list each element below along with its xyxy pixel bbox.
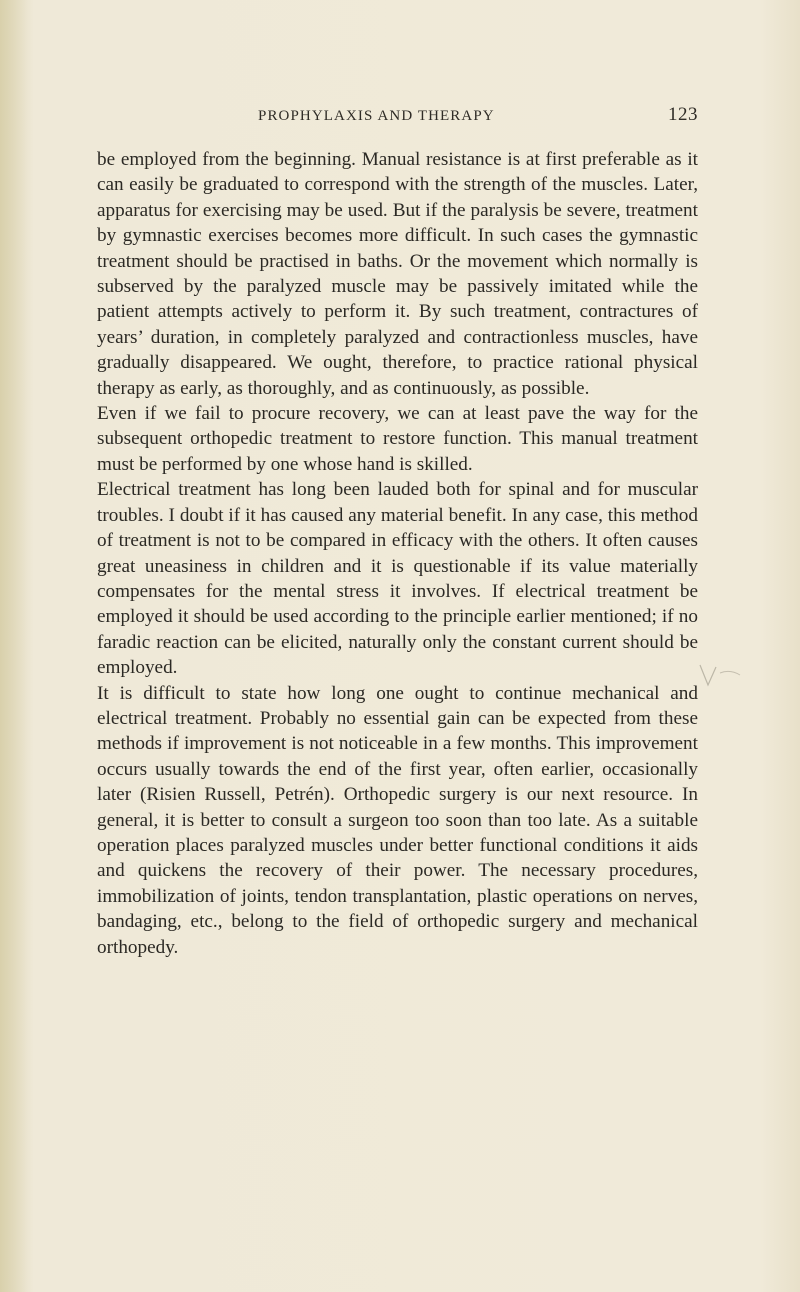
page-number: 123 [668,104,698,125]
spine-shadow [0,0,34,1292]
paragraph-duration-surgery: It is difficult to state how long one ought to continue mechanical and electrical treatment. Probably no essential gain can be expected from these methods if improvement is not noticeable in a few months. This improvement occurs usually towards the end of the first year, often earlier, occasionally later (Risien Russell, Petrén). Orthopedic surgery is our next resource. In general, it is better to consult a surgeon too soon than too late. As a suitable operation places paralyzed muscles under better functional conditions it aids and quickens the recovery of their power. The necessary procedures, immobilization of joints, tendon transplantation, plastic operations on nerves, bandaging, etc., belong to the field of orthopedic surgery and mechanical orthopedy. [97,682,698,958]
paragraph-electrical-treatment: Electrical treatment has long been lauded both for spinal and for muscular troubles. I doubt if it has caused any material benefit. In any case, this method of treatment is not to be compared in efficacy with the others. It often causes great uneasiness in children and it is questionable if its value materially compensates for the mental stress it involves. If electrical treatment be employed it should be used according to the principle earlier mentioned; if no faradic reaction can be elicited, naturally only the constant current should be employed. [97,479,698,679]
running-title: PROPHYLAXIS AND THERAPY [258,108,495,124]
paragraph-orthopedic-way: Even if we fail to procure recovery, we can at least pave the way for the subsequent orthopedic treatment to restore function. This manual treatment must be performed by one whose hand is skilled. [97,403,698,475]
margin-pencil-marks [680,655,760,715]
running-head [258,104,698,126]
paragraph-continued: be employed from the beginning. Manual resistance is at first preferable as it can easily be graduated to correspond with the strength of the muscles. Later, apparatus for exercising may be used. But if the paralysis be severe, treatment by gymnastic exercises becomes more difficult. In such cases the gymnastic treatment should be practised in baths. Or the movement which normally is subserved by the paralyzed muscle may be passively imitated while the patient attempts actively to perform it. By such treatment, contractures of years’ duration, in completely paralyzed and contractionless muscles, have gradually disappeared. We ought, therefore, to practice rational physical therapy as early, as thoroughly, and as continuously, as possible. [97,149,698,399]
body-text [97,147,698,960]
